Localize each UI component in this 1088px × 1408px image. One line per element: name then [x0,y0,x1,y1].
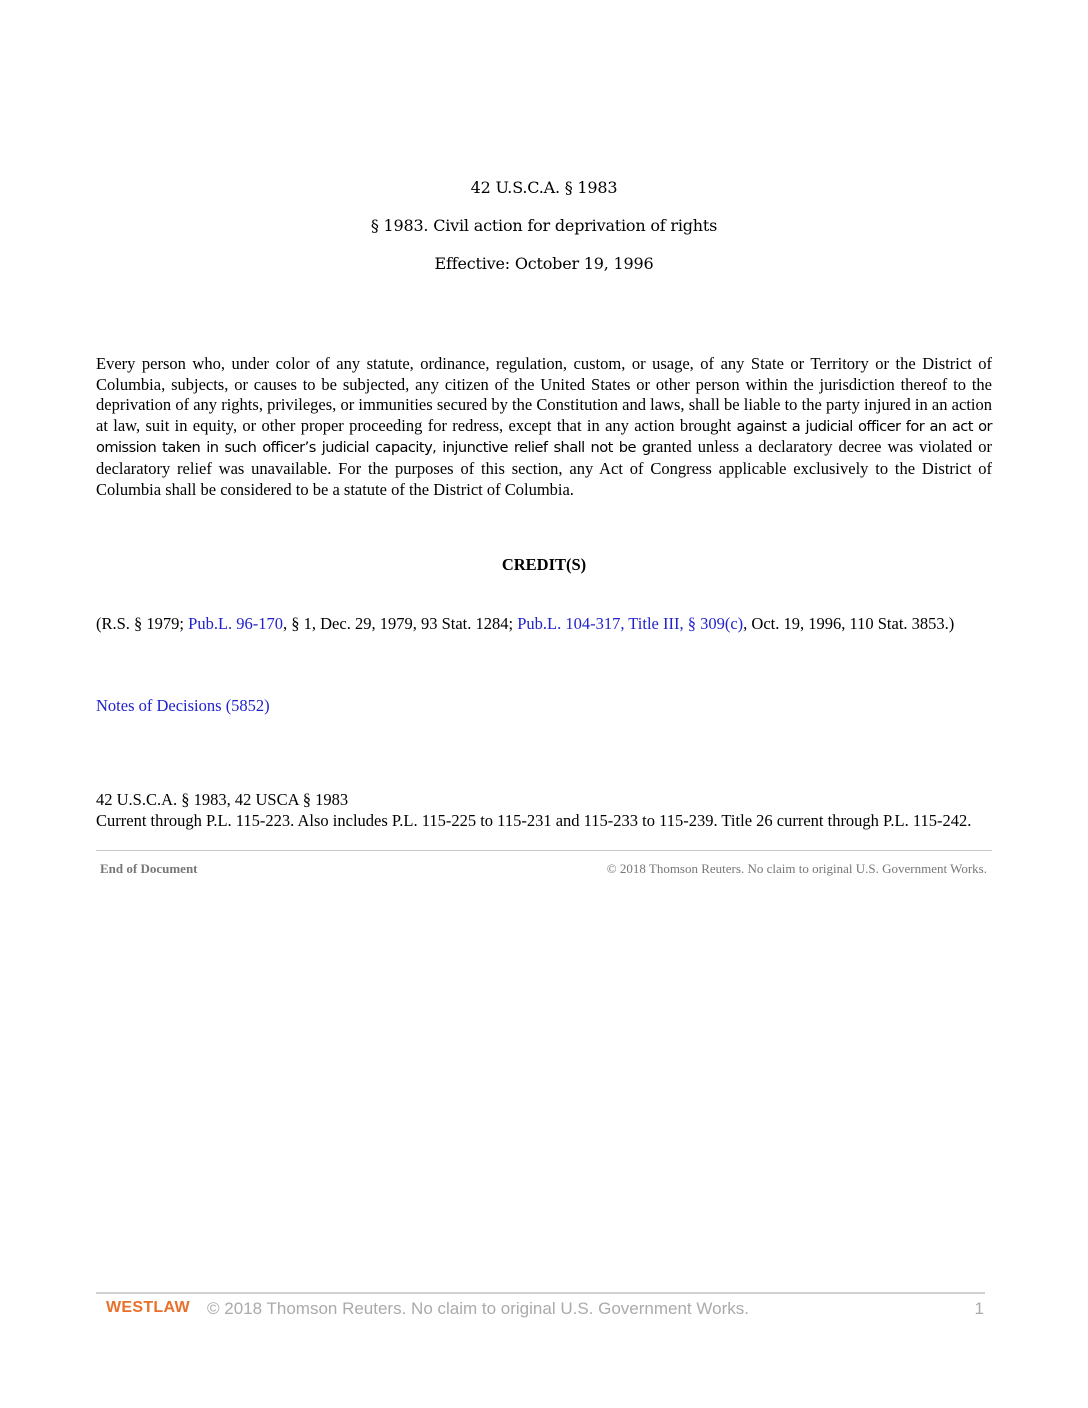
section-title: § 1983. Civil action for deprivation of rights [370,216,718,235]
credits-prefix: (R.S. § 1979; [96,614,189,633]
effective-date: Effective: October 19, 1996 [434,254,654,273]
footer-citation-line2: Current through P.L. 115-223. Also includes P.L. 115-225 to 115-231 and 115-233 to 115-239. Title 26 current through P.L. 115-242. [96,810,972,830]
credits-middle: , § 1, Dec. 29, 1979, 93 Stat. 1284; [283,614,518,633]
statute-text-part3: ranted unless a declaratory decree was violated or declaratory relief was unavailable. For the purposes of this section, any Act of Congress applicable exclusively to the District of Columbia shall be considered to be a statute of the District of Columbia. [96,437,992,499]
statute-text-part1: Every person who, under color of any statute, ordinance, regulation, custom, or usage, of any State or Territory or the District of Columbia, subjects, or causes to be subjected, any citizen of the United States or other person within the jurisdiction thereof to the deprivation of any rights, privileges, or immunities secured by the Constitution and laws, shall be liable to the party injured in an action at law, suit in equity, or other proper proceeding for redress, except that in any action brought [96,354,992,435]
end-of-document-label: End of Document [100,861,198,876]
credits-suffix: , Oct. 19, 1996, 110 Stat. 3853.) [743,614,955,633]
credits-text [96,614,992,635]
footer-citation [96,790,992,831]
document-copyright: © 2018 Thomson Reuters. No claim to original U.S. Government Works. [606,861,987,876]
westlaw-logo: WESTLAW [106,1299,190,1316]
page-footer-copyright: © 2018 Thomson Reuters. No claim to original U.S. Government Works. [207,1299,749,1318]
statute-text-part2: against a judicial officer for an act or omission taken in such officer’s judicial capacity, injunctive relief shall not be g [96,417,992,457]
statute-text [96,354,992,500]
notes-of-decisions-link[interactable]: Notes of Decisions (5852) [96,696,270,715]
publaw-96-170-link[interactable]: Pub.L. 96-170 [188,614,284,633]
publaw-104-317-link[interactable]: Pub.L. 104-317, Title III, § 309(c) [517,614,744,633]
footer-citation-line1: 42 U.S.C.A. § 1983, 42 USCA § 1983 [96,790,349,809]
document-divider [96,850,992,851]
credits-heading: CREDIT(S) [501,555,587,574]
page-number: 1 [974,1299,984,1318]
page-footer-divider [96,1292,985,1294]
document-citation: 42 U.S.C.A. § 1983 [470,178,618,197]
